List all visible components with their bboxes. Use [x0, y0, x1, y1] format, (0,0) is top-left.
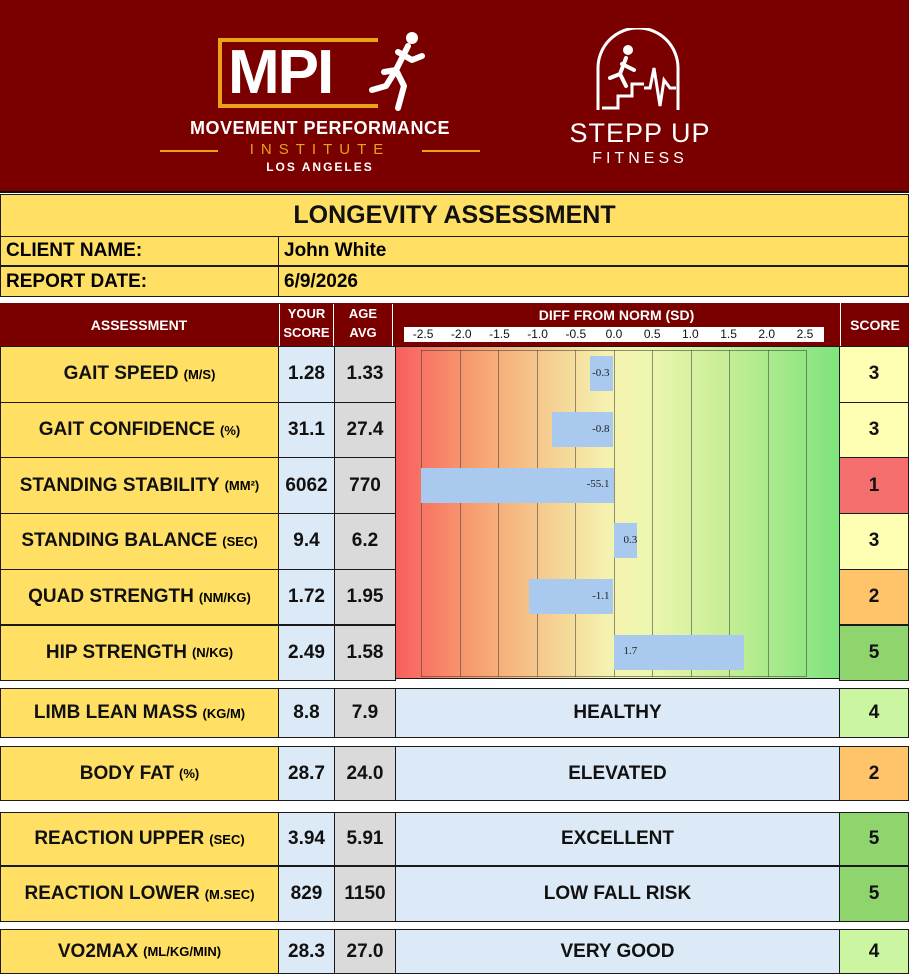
mpi-logo: [150, 30, 490, 180]
age-avg-cell: [334, 929, 396, 974]
age-avg-cell: [334, 746, 396, 801]
mpi-mark-text: MPI: [228, 38, 333, 107]
score-value: 1: [868, 474, 880, 496]
age-avg-cell: [334, 812, 396, 866]
status-value: EXCELLENT: [561, 828, 674, 849]
age-avg-value: 27.0: [346, 940, 384, 962]
assessment-name-cell: [0, 929, 279, 974]
axis-tick-label: -0.5: [565, 327, 587, 341]
assessment-unit: (SEC): [222, 533, 258, 549]
status-value: VERY GOOD: [560, 940, 675, 962]
score-value: 2: [868, 762, 880, 784]
score-cell: [839, 513, 909, 570]
chart-gridline: [460, 350, 461, 677]
diff-bar-label: -0.8: [592, 422, 610, 435]
age-avg-cell: [334, 513, 396, 570]
your-score-cell: [278, 746, 335, 801]
chart-frame-line: [421, 350, 806, 351]
chart-gridline: [421, 350, 422, 677]
assessment-unit: (ML/KG/MIN): [143, 944, 222, 959]
assessment-name: BODY FAT: [79, 762, 175, 784]
age-avg-value: 7.9: [351, 702, 379, 723]
status-cell: [395, 929, 840, 974]
diff-chart: [395, 346, 840, 679]
assessment-unit: (N/KG): [191, 645, 234, 661]
client-name-label: [0, 236, 279, 266]
col-score: SCORE: [840, 303, 909, 347]
your-score-cell: [278, 346, 335, 403]
report-date-value: [278, 266, 909, 297]
axis-tick-label: -2.0: [450, 327, 472, 341]
status-cell: [395, 812, 840, 866]
score-value: 3: [868, 530, 880, 552]
your-score-value: 829: [290, 883, 323, 904]
score-value: 4: [868, 940, 880, 962]
age-avg-value: 1.95: [346, 586, 384, 608]
col-age-avg-l2: AVG: [349, 325, 377, 340]
your-score-value: 28.3: [288, 940, 325, 962]
your-score-cell: [278, 402, 335, 459]
axis-tick-label: -2.5: [412, 327, 434, 341]
score-cell: [839, 457, 909, 514]
axis-tick-label: 2.0: [758, 327, 776, 341]
your-score-value: 3.94: [288, 828, 325, 849]
assessment-name: REACTION LOWER: [24, 883, 200, 904]
mpi-line2-right-rule: [422, 150, 480, 152]
assessment-name-cell: [0, 569, 279, 626]
score-cell: [839, 929, 909, 974]
diff-bar-label: -1.1: [592, 589, 610, 602]
score-cell: [839, 569, 909, 626]
your-score-cell: [278, 513, 335, 570]
age-avg-value: 6.2: [351, 530, 379, 552]
your-score-cell: [278, 929, 335, 974]
age-avg-value: 770: [349, 474, 381, 496]
your-score-value: 1.72: [288, 586, 325, 608]
status-value: LOW FALL RISK: [543, 883, 692, 904]
your-score-value: 31.1: [288, 419, 325, 441]
age-avg-cell: [334, 457, 396, 514]
chart-gridline: [498, 350, 499, 677]
page-title-text: LONGEVITY ASSESSMENT: [293, 201, 616, 229]
report-date-text: 6/9/2026: [284, 270, 358, 292]
col-your-score: [279, 304, 334, 346]
chart-gridline: [575, 350, 576, 677]
score-cell: [839, 866, 909, 922]
diff-bar-label: 0.3: [623, 533, 638, 546]
chart-gridline: [614, 350, 615, 677]
col-age-avg-l1: AGE: [348, 306, 378, 321]
running-man-icon: [368, 30, 430, 112]
assessment-name: LIMB LEAN MASS: [33, 702, 198, 723]
age-avg-cell: [334, 625, 396, 682]
assessment-name: STANDING STABILITY: [19, 474, 220, 496]
assessment-name: HIP STRENGTH: [45, 641, 187, 663]
stair-climber-heartbeat-icon: [588, 28, 688, 114]
col-assessment: ASSESSMENT: [90, 317, 188, 333]
assessment-name-cell: [0, 812, 279, 866]
your-score-value: 8.8: [293, 702, 320, 723]
assessment-name-cell: [0, 625, 279, 682]
col-diff: DIFF FROM NORM (SD): [538, 307, 695, 323]
score-cell: [839, 688, 909, 738]
score-value: 5: [868, 828, 880, 849]
score-cell: [839, 812, 909, 866]
assessment-name-cell: [0, 457, 279, 514]
client-name-text: John White: [284, 240, 387, 261]
diff-bar-label: -55.1: [586, 478, 610, 491]
score-value: 3: [868, 363, 880, 385]
score-cell: [839, 746, 909, 801]
assessment-unit: (%): [220, 422, 241, 438]
assessment-name: VO2MAX: [57, 940, 139, 962]
your-score-cell: [278, 569, 335, 626]
status-cell: [395, 688, 840, 738]
axis-tick-label: 1.0: [682, 327, 699, 341]
client-name-label-text: CLIENT NAME:: [6, 240, 143, 261]
chart-gridline: [768, 350, 769, 677]
your-score-cell: [278, 625, 335, 682]
assessment-unit: (M/S): [183, 366, 216, 382]
age-avg-value: 5.91: [346, 828, 384, 849]
diff-bar-label: -0.3: [592, 366, 610, 379]
age-avg-value: 1.58: [346, 641, 384, 663]
axis-tick-label: 0.0: [605, 327, 623, 341]
assessment-name: GAIT CONFIDENCE: [38, 419, 216, 441]
group-divider: [0, 740, 909, 746]
score-cell: [839, 625, 909, 682]
score-value: 3: [868, 419, 880, 441]
chart-gridline: [729, 350, 730, 677]
age-avg-cell: [334, 866, 396, 922]
your-score-value: 9.4: [293, 530, 320, 552]
status-value: HEALTHY: [573, 702, 662, 723]
client-name-value: [278, 236, 909, 266]
mpi-line1: MOVEMENT PERFORMANCE: [189, 118, 450, 138]
col-age-avg: [334, 304, 393, 346]
axis-tick-label: 2.5: [796, 327, 814, 341]
score-value: 5: [868, 883, 880, 904]
assessment-unit: (KG/M): [202, 705, 246, 721]
assessment-name: REACTION UPPER: [34, 828, 205, 849]
group-divider: [0, 925, 909, 929]
age-avg-value: 1150: [344, 883, 386, 904]
score-value: 4: [868, 702, 880, 723]
your-score-value: 28.7: [288, 762, 325, 784]
age-avg-cell: [334, 402, 396, 459]
your-score-value: 6062: [285, 474, 328, 496]
col-your-score-l1: YOUR: [287, 306, 326, 321]
status-cell: [395, 746, 840, 801]
assessment-unit: (MM²): [224, 478, 260, 494]
assessment-name-cell: [0, 746, 279, 801]
your-score-cell: [278, 688, 335, 738]
axis-tick-label: 0.5: [643, 327, 661, 341]
stepp-up-logo: [540, 28, 740, 178]
mpi-line2: INSTITUTE: [249, 141, 391, 158]
page-title: [0, 194, 909, 237]
assessment-name: QUAD STRENGTH: [28, 586, 194, 608]
assessment-unit: (M.SEC): [204, 886, 255, 902]
age-avg-value: 1.33: [346, 363, 384, 385]
chart-gridline: [806, 350, 807, 677]
your-score-value: 2.49: [288, 641, 325, 663]
assessment-name-cell: [0, 402, 279, 459]
col-your-score-l2: SCORE: [283, 325, 330, 340]
assessment-name-cell: [0, 346, 279, 403]
assessment-unit: (SEC): [209, 831, 245, 847]
assessment-unit: (NM/KG): [198, 589, 251, 605]
assessment-name: GAIT SPEED: [63, 363, 179, 385]
assessment-name-cell: [0, 866, 279, 922]
chart-gridline: [652, 350, 653, 677]
assessment-name: STANDING BALANCE: [21, 530, 218, 552]
chart-gridline: [691, 350, 692, 677]
assessment-unit: (%): [179, 766, 200, 781]
status-cell: [395, 866, 840, 922]
header-banner: [0, 0, 909, 193]
group-divider: [0, 684, 909, 688]
age-avg-value: 24.0: [346, 762, 384, 784]
score-value: 2: [868, 586, 880, 608]
age-avg-cell: [334, 346, 396, 403]
mpi-line3: LOS ANGELES: [266, 160, 374, 174]
score-cell: [839, 346, 909, 403]
age-avg-cell: [334, 569, 396, 626]
axis-tick-label: -1.5: [489, 327, 510, 341]
status-value: ELEVATED: [568, 762, 667, 784]
assessment-name-cell: [0, 513, 279, 570]
your-score-cell: [278, 866, 335, 922]
stepp-up-line1: STEPP UP: [569, 118, 711, 148]
stepp-up-line2: FITNESS: [592, 150, 688, 167]
report-date-label: [0, 266, 279, 297]
axis-tick-label: 1.5: [720, 327, 737, 341]
axis-tick-label: -1.0: [527, 327, 548, 341]
your-score-value: 1.28: [288, 363, 325, 385]
age-avg-value: 27.4: [346, 419, 384, 441]
age-avg-cell: [334, 688, 396, 738]
report-date-label-text: REPORT DATE:: [6, 270, 148, 292]
group-divider: [0, 806, 909, 812]
your-score-cell: [278, 812, 335, 866]
diff-bar-label: 1.7: [623, 645, 638, 658]
chart-gridline: [537, 350, 538, 677]
your-score-cell: [278, 457, 335, 514]
assessment-name-cell: [0, 688, 279, 738]
score-value: 5: [868, 641, 880, 663]
chart-frame-line: [421, 676, 806, 677]
score-cell: [839, 402, 909, 459]
